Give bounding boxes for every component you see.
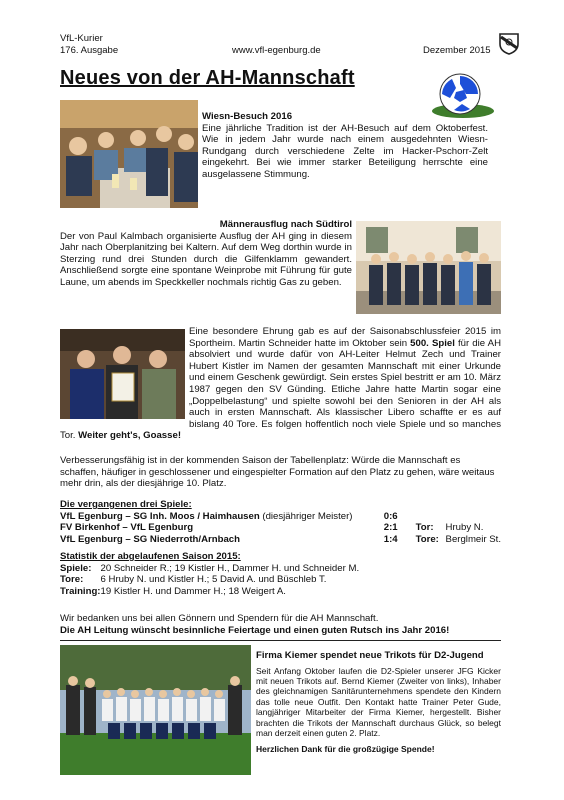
game-match: FV Birkenhof – VfL Egenburg [60,522,194,534]
stats-heading: Statistik der abgelaufenen Saison 2015: [60,551,241,562]
ausflug-text: Der von Paul Kalmbach organisierte Ausflug der AH ging in diesem Jahr nach Oberplanitzing bei Kaltern. Auf dem Weg dorthin wurde in Sterzing rund drei Stunden durch die Gilfenklamm gewandert. Anschließend sorgte eine spontane Weinprobe mit Führung für gute Laune, um abends im Speckkeller nochmals richtig Gas zu geben. [60,230,352,288]
kiemer-heading: Firma Kiemer spendet neue Trikots für D2-Jugend [256,650,484,661]
stats-section [60,551,501,597]
games-table [60,511,501,546]
game-score: 1:4 [383,533,398,545]
game-match: VfL Egenburg – SG Niederroth/Arnbach [60,533,240,545]
ehrung-section [60,326,501,442]
game-scorer-label [416,511,446,523]
ehrung-closing: Weiter geht's, Goasse! [78,430,182,442]
ausflug-photo [356,221,501,314]
kiemer-text: Seit Anfang Oktober laufen die D2-Spieler unserer JFG Kicker mit neuen Trikots auf. Bernd Kiemer (Zweiter von links), Inhaber des gleichnamigen Sanitärunternehmens spendete den Kindern das tolle neue Outfit. Den Kontakt hatte Trainer Peter Gude, langjähriger Mitarbeiter der Firma Kiemer, hergestellt. Bisher brachten die Trikots der Mannschaft durchaus Glück, so belegt man derzeit einen guten 2. Platz. [256,665,501,739]
kiemer-section [256,650,501,755]
game-scorer: Hruby N. [445,522,484,534]
thanks-text: Wir bedanken uns bei allen Gönnern und Spendern für die AH Mannschaft. [60,613,379,624]
website-link[interactable]: www.vfl-egenburg.de [232,45,321,56]
page-title: Neues von der AH-Mannschaft [60,67,355,89]
ehrung-text-c: für die AH absolviert und wurde dafür von AH-Leiter Helmut Zech und Trainer Hubert Kistler im Namen der gesamten Mannschaft mit einer Urkunde und einem Geschenk gewürdigt. Sein erstes Spiel bestritt er am 10. März 1987 gegen den SV Günding. Etliche Jahre hatte Martin sogar eine „Doppelbelastung“ und spielte sowohl bei den Senioren in der AH als auch in ersten Mannschaft. Als klassischer Libero schaffte er es auf bislang 40 Tore. Es folgen hoffentlich noch viele Spiele und so manches Tor. [60,337,502,442]
game-scorer: Berglmeir St. [445,533,501,545]
game-score: 0:6 [383,510,398,522]
wiesn-heading: Wiesn-Besuch 2016 [202,111,293,122]
ausflug-heading: Männerausflug nach Südtirol [219,219,352,230]
wiesn-section [202,111,488,181]
stats-table [60,563,359,598]
issue-date: Dezember 2015 [423,45,491,56]
table-row [60,574,359,586]
games-section [60,499,501,545]
wiesn-photo [60,100,198,208]
stat-label: Training: [60,585,101,597]
issue-number: 176. Ausgabe [60,45,119,56]
game-scorer [446,511,501,523]
table-row [60,586,359,598]
kiemer-closing: Herzlichen Dank für die großzügige Spende! [256,744,435,755]
ehrung-highlight: 500. Spiel [410,337,455,349]
table-row [60,563,359,575]
ehrung-text-a: Eine besondere Ehrung gab es auf der Saisonabschlussfeier 2015 im Sportheim. Martin Schneider hatte im Oktober sein [189,326,501,349]
section-divider [60,640,501,641]
stat-value: 6 Hruby N. und Kistler H.; 5 David A. und Büschleb T. [100,574,327,586]
table-row [60,534,501,546]
wiesn-text: Eine jährliche Tradition ist der AH-Besuch auf dem Oktoberfest. Wie in jedem Jahr wurde nach einem ausgedehnten Wiesn-Rundgang durch verschiedene Zelte im Hacker-Pschorr-Zelt eingekehrt. Bei wie immer starker Beteiligung herrschte eine ausgelassene Stimmung. [202,122,488,180]
paper-name: VfL-Kurier [60,33,103,44]
game-note: (diesjähriger Meister) [259,510,353,522]
table-row [60,511,501,523]
game-scorer-label: Tore: [415,533,439,545]
ausflug-section [60,219,352,289]
game-score: 2:1 [383,522,398,534]
game-match: VfL Egenburg – SG Inh. Moos / Haimhausen [60,510,260,522]
stat-label: Tore: [60,574,84,586]
game-scorer-label: Tor: [415,522,434,534]
stat-label: Spiele: [60,562,92,574]
table-row [60,522,501,534]
saison-text: Verbesserungsfähig ist in der kommenden Saison der Tabellenplatz: Würde die Mannschaft es schaffen, häufiger in geschlossener und eingespielter Formation auf den Platz zu gehen, wäre weitaus mehr drin, als der diesjährige 10. Platz. [60,455,495,490]
stat-value: 20 Schneider R.; 19 Kistler H., Dammer H. und Schneider M. [100,562,360,574]
club-logo [497,31,521,55]
stat-value: 19 Kistler H. und Dammer H.; 18 Weigert A. [100,585,286,597]
wishes-text: Die AH Leitung wünscht besinnliche Feiertage und einen guten Rutsch ins Jahr 2016! [60,625,450,636]
games-heading: Die vergangenen drei Spiele: [60,499,192,510]
team-photo [60,645,251,775]
header-left [60,33,118,57]
